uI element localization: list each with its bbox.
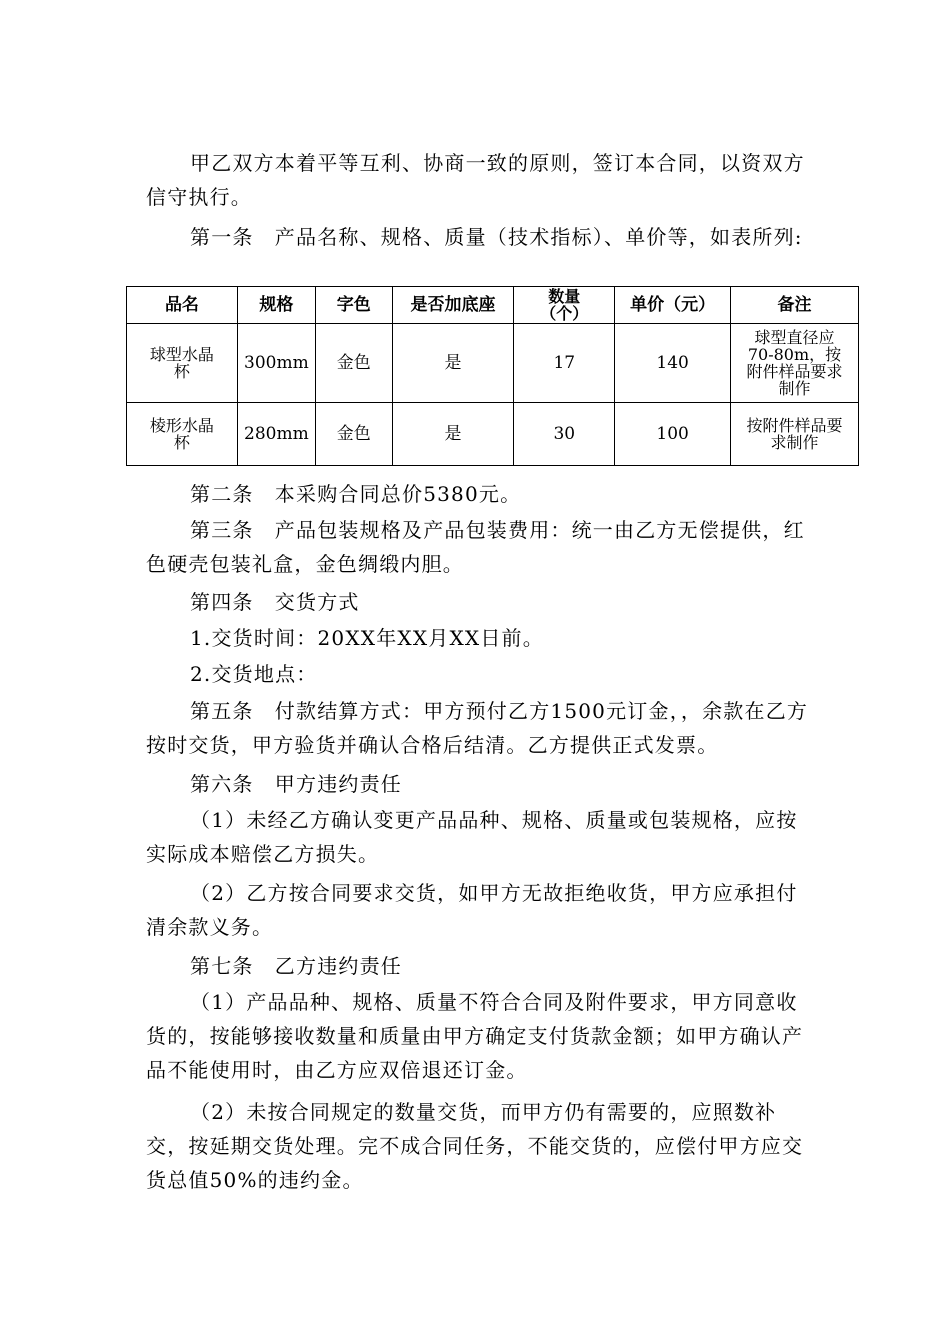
- article-5: 第五条 付款结算方式：甲方预付乙方1500元订金，，余款在乙方按时交货，甲方验货并确认合格后结清。乙方提供正式发票。: [146, 699, 809, 757]
- product-table: [126, 286, 859, 466]
- cell-color: 金色: [315, 403, 392, 466]
- header-price: 单价（元）: [615, 287, 731, 324]
- header-name: 品名: [127, 287, 238, 324]
- article-3: 第三条 产品包装规格及产品包装费用：统一由乙方无偿提供，红色硬壳包装礼盒，金色绸缎内胆。: [146, 518, 805, 576]
- header-spec: 规格: [237, 287, 315, 324]
- cell-base: 是: [392, 403, 514, 466]
- header-qty: 数量（个）: [514, 287, 615, 324]
- header-base: 是否加底座: [392, 287, 514, 324]
- cell-name: 球型水晶杯: [127, 324, 238, 403]
- cell-price: 100: [615, 403, 731, 466]
- table-row: [127, 324, 859, 403]
- table-row: [127, 403, 859, 466]
- article-6-item-1: （1）未经乙方确认变更产品品种、规格、质量或包装规格，应按实际成本赔偿乙方损失。: [146, 808, 798, 866]
- cell-qty: 30: [514, 403, 615, 466]
- article-6: 第六条 甲方违约责任: [190, 772, 402, 796]
- cell-color: 金色: [315, 324, 392, 403]
- article-7: 第七条 乙方违约责任: [190, 954, 402, 978]
- cell-qty: 17: [514, 324, 615, 403]
- article-1: 第一条 产品名称、规格、质量（技术指标）、单价等，如表所列:: [190, 225, 803, 249]
- header-color: 字色: [315, 287, 392, 324]
- article-7-item-1: （1）产品品种、规格、质量不符合合同及附件要求，甲方同意收货的，按能够接收数量和质量由甲方确定支付货款金额；如甲方确认产品不能使用时，由乙方应双倍退还订金。: [146, 990, 804, 1082]
- article-4: 第四条 交货方式: [190, 590, 360, 614]
- cell-remark: 球型直径应70-80m，按附件样品要求制作: [731, 324, 859, 403]
- article-7-item-2: （2）未按合同规定的数量交货，而甲方仍有需要的，应照数补交，按延期交货处理。完不成合同任务，不能交货的，应偿付甲方应交货总值50%的违约金。: [146, 1100, 804, 1192]
- table-header-row: [127, 287, 859, 324]
- cell-remark: 按附件样品要求制作: [731, 403, 859, 466]
- article-4-item-2: 2.交货地点：: [190, 662, 318, 686]
- cell-spec: 300mm: [237, 324, 315, 403]
- article-4-item-1: 1.交货时间：20XX年XX月XX日前。: [190, 626, 544, 650]
- intro-paragraph: 甲乙双方本着平等互利、协商一致的原则，签订本合同，以资双方信守执行。: [146, 151, 805, 209]
- cell-price: 140: [615, 324, 731, 403]
- article-2: 第二条 本采购合同总价5380元。: [190, 482, 522, 506]
- cell-base: 是: [392, 324, 514, 403]
- article-6-item-2: （2）乙方按合同要求交货，如甲方无故拒绝收货，甲方应承担付清余款义务。: [146, 881, 798, 939]
- cell-name: 棱形水晶杯: [127, 403, 238, 466]
- header-remark: 备注: [731, 287, 859, 324]
- cell-spec: 280mm: [237, 403, 315, 466]
